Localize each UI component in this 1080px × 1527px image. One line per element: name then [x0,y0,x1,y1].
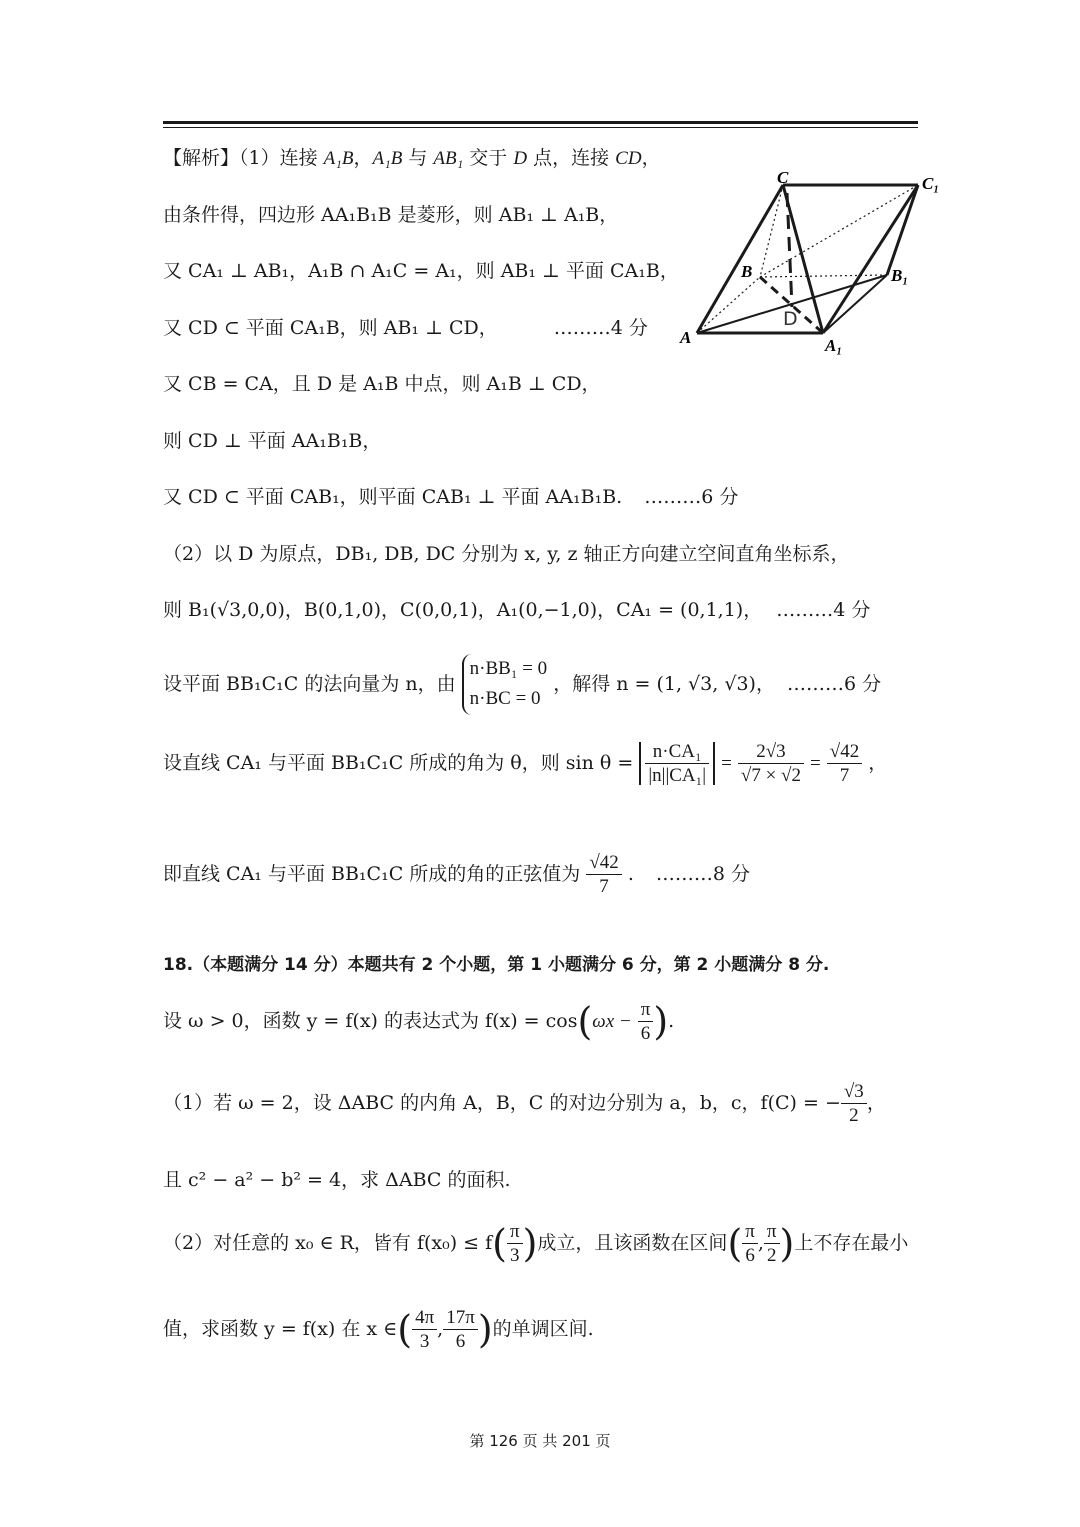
numerator: 2√3 [738,742,804,764]
equation-system [462,654,548,715]
comma: , [437,1318,444,1340]
solution-label: 【解析】 [163,147,240,169]
problem-18-intro [163,1000,674,1043]
numerator: π [742,1222,758,1244]
solution-line-5: 又 CB = CA，且 D 是 A₁B 中点，则 A₁B ⊥ CD， [163,373,601,395]
text: 设 ω > 0，函数 y = f(x) 的表达式为 f(x) = cos [163,1010,578,1032]
text: （1）若 ω = 2，设 ΔABC 的内角 A，B，C 的对边分别为 a，b，c，f(C) = − [163,1092,841,1114]
fraction [586,853,621,896]
fraction [638,1000,654,1043]
equals: = [721,753,732,774]
problem-18-q2-line-1 [163,1222,908,1265]
text: （1）连接 [239,147,324,169]
solution-part2-line-5 [163,853,750,896]
text: ，解得 n = (1, √3, √3)， [553,672,775,695]
paren-close: ) [477,1307,493,1352]
math: AB₁ [433,148,464,169]
denominator: |n||CA₁| [648,765,707,786]
numerator: √3 [841,1082,867,1104]
solution-line-2: 由条件得，四边形 AA₁B₁B 是菱形，则 AB₁ ⊥ A₁B， [163,204,619,226]
denominator: 7 [599,876,609,897]
text: 交于 [463,147,514,169]
comma: ， [868,752,888,774]
label-D: D [783,308,798,330]
header-rule-top [163,121,918,124]
denominator: 2 [849,1105,859,1126]
solution-part2-line-1: （2）以 D 为原点，DB₁, DB, DC 分别为 x, y, z 轴正方向建立空间直角坐标系， [163,543,850,565]
denominator: 6 [640,1023,651,1044]
solution-line-6: 则 CD ⊥ 平面 AA₁B₁B， [163,430,382,452]
denominator: 6 [745,1245,755,1266]
math: ωx − [592,1011,632,1032]
edge-A-B [697,277,760,333]
paren-close: ) [653,999,669,1044]
text: 设平面 BB₁C₁C 的法向量为 n，由 [163,672,456,695]
score-mark: ………6 分 [787,672,882,695]
numerator: π [507,1222,523,1244]
equation: n·BB₁ = 0 [469,658,548,679]
fraction [412,1308,437,1351]
problem-18-q1-line-2: 且 c² − a² − b² = 4，求 ΔABC 的面积. [163,1169,511,1191]
score-mark: ………8 分 [655,863,751,885]
solution-part2-line-4 [163,742,887,785]
numerator: √42 [586,853,621,875]
solution-line-4 [163,319,648,338]
label-B1: B₁ [891,266,909,285]
denominator: 3 [419,1331,430,1352]
denominator: 2 [766,1245,777,1266]
denominator: 7 [839,765,850,786]
score-mark: ………4 分 [553,317,648,339]
text: 点，连接 [527,147,616,169]
paren-close: ) [779,1221,795,1266]
solution-line-1 [163,149,661,168]
denominator: 3 [510,1245,520,1266]
fraction [841,1082,867,1125]
fraction [645,742,709,785]
comma: ， [866,1092,886,1114]
label-C: C [777,168,789,187]
edge-B-B1 [760,275,887,277]
math: A₁B [372,148,403,169]
fraction [764,1222,780,1265]
numerator: 17π [443,1308,478,1330]
numerator: √42 [827,742,862,764]
period: . [668,1010,675,1032]
header-rule-bottom [163,127,918,128]
text: 设直线 CA₁ 与平面 BB₁C₁C 所成的角为 θ，则 sin θ = [163,752,634,774]
text: 又 CD ⊂ 平面 CAB₁，则平面 CAB₁ ⊥ 平面 AA₁B₁B. [163,486,623,508]
paren-open: ( [577,999,593,1044]
text: 上不存在最小 [794,1232,909,1254]
paren-open: ( [492,1221,507,1266]
fraction [738,742,804,785]
comma: , [757,1232,764,1254]
numerator: n·CA₁ [645,742,709,764]
text: 与 [402,147,434,169]
solution-line-3: 又 CA₁ ⊥ AB₁，A₁B ∩ A₁C = A₁，则 AB₁ ⊥ 平面 CA₁B， [163,260,679,282]
score-mark: ………6 分 [644,486,739,508]
label-C1: C₁ [922,174,940,193]
edge-C1-A1 [823,185,918,333]
problem-18-q2-line-2 [163,1308,594,1351]
math: A₁B [323,148,354,169]
abs-value [639,742,715,785]
score-mark: ………4 分 [776,599,871,621]
solution-line-7 [163,488,738,507]
text: 又 CD ⊂ 平面 CA₁B，则 AB₁ ⊥ CD， [163,317,498,339]
text: （2）对任意的 x₀ ∈ R，皆有 f(x₀) ≤ f [163,1232,493,1254]
prism-figure [675,165,950,355]
text: 的单调区间. [492,1318,594,1340]
text: 则 B₁(√3,0,0)，B(0,1,0)，C(0,0,1)，A₁(0,−1,0)，CA₁ = (0,1,1)， [163,599,763,621]
math: D [513,148,528,169]
edge-C-B [760,185,783,277]
denominator: 6 [455,1331,466,1352]
solution-part2-line-2 [163,601,870,620]
edge-C1-B1 [887,185,918,275]
paren-open: ( [727,1221,743,1266]
text: ， [353,147,373,169]
problem-18-title: 18.（本题满分 14 分）本题共有 2 个小题，第 1 小题满分 6 分，第 2 小题满分 8 分. [163,955,830,975]
label-A1: A₁ [825,336,843,355]
text: 值，求函数 y = f(x) 在 x ∈ [163,1318,398,1340]
fraction [742,1222,758,1265]
math: CD [615,148,642,169]
period: . [627,863,634,885]
text: ， [641,147,661,169]
problem-18-q1-line-1 [163,1082,886,1125]
text: 即直线 CA₁ 与平面 BB₁C₁C 所成的角的正弦值为 [163,863,581,885]
fraction [443,1308,478,1351]
numerator: π [638,1000,654,1022]
label-B: B [741,262,753,281]
equals: = [810,753,821,774]
equation: n·BC = 0 [469,688,541,710]
numerator: 4π [412,1308,437,1330]
label-A: A [680,328,692,347]
paren-open: ( [397,1307,413,1352]
numerator: π [764,1222,780,1244]
text: 成立，且该函数在区间 [537,1232,728,1254]
paren-close: ) [522,1221,538,1266]
fraction [507,1222,523,1265]
edge-B-C1 [760,185,918,277]
denominator: √7 × √2 [740,765,801,786]
solution-part2-line-3 [163,654,881,715]
fraction [827,742,862,785]
page-footer: 第 126 页 共 201 页 [469,1432,611,1450]
